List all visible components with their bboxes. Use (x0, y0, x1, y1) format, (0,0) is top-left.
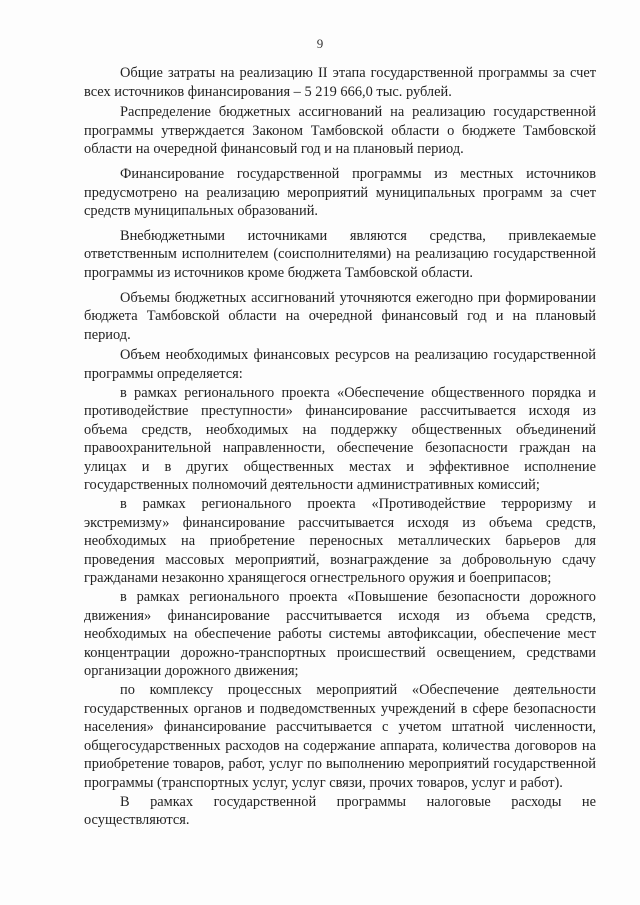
paragraph-annual-adjustment: Объемы бюджетных ассигнований уточняются ежегодно при формировании бюджета Тамбовской области на очередной финансовый год и на плановый период. (84, 289, 596, 343)
paragraph-total-costs: Общие затраты на реализацию II этапа государственной программы за счет всех источников финансирования – 5 219 666,0 тыс. рублей. (84, 65, 596, 100)
paragraph-project-public-order: в рамках регионального проекта «Обеспечение общественного порядка и противодействие преступности» финансирование рассчитывается исходя из объема средств, необходимых на поддержку общественных объединений правоохранительной направленности, обеспечение безопасности граждан на улицах и в других общественных местах и эффективное исполнение государственных полномочий деятельности административных комиссий; (84, 384, 596, 494)
paragraph-budget-distribution: Распределение бюджетных ассигнований на реализацию государственной программы утверждается Законом Тамбовской области о бюджете Тамбовской области на очередной финансовый год и на плановый период. (84, 104, 596, 158)
paragraph-local-sources: Финансирование государственной программы из местных источников предусмотрено на реализацию мероприятий муниципальных программ за счет средств муниципальных образований. (84, 165, 596, 220)
paragraph-extrabudgetary-sources: Внебюджетными источниками являются средства, привлекаемые ответственным исполнителем (соисполнителями) на реализацию государственной программы из источников кроме бюджета Тамбовской области. (84, 227, 596, 281)
paragraph-project-road-safety: в рамках регионального проекта «Повышение безопасности дорожного движения» финансирование рассчитывается исходя из объема средств, необходимых на обеспечение работы системы автофиксации, обеспечение мест концентрации дорожно-транспортных происшествий освещением, средствами организации дорожного движения; (84, 589, 596, 680)
paragraph-process-activities: по комплексу процессных мероприятий «Обеспечение деятельности государственных органов и подведомственных учреждений в сфере безопасности населения» финансирование рассчитывается с учетом штатной численности, общегосударственных расходов на содержание аппарата, количества договоров на приобретение товаров, работ, услуг по выполнению мероприятий государственной программы (транспортных услуг, услуг связи, прочих товаров, услуг и работ). (84, 682, 596, 791)
paragraph-project-counter-terrorism: в рамках регионального проекта «Противодействие терроризму и экстремизму» финансирование рассчитывается исходя из объема средств, необходимых на приобретение переносных металлических барьеров для проведения массовых мероприятий, вознаграждение за добровольную сдачу гражданами незаконно хранящегося огнестрельного оружия и боеприпасов; (84, 496, 596, 587)
paragraph-required-resources: Объем необходимых финансовых ресурсов на реализацию государственной программы определяется: (84, 347, 596, 382)
paragraph-tax-expenditures: В рамках государственной программы налоговые расходы не осуществляются. (84, 793, 596, 829)
document-body (84, 64, 596, 830)
page-number: 9 (316, 36, 324, 51)
